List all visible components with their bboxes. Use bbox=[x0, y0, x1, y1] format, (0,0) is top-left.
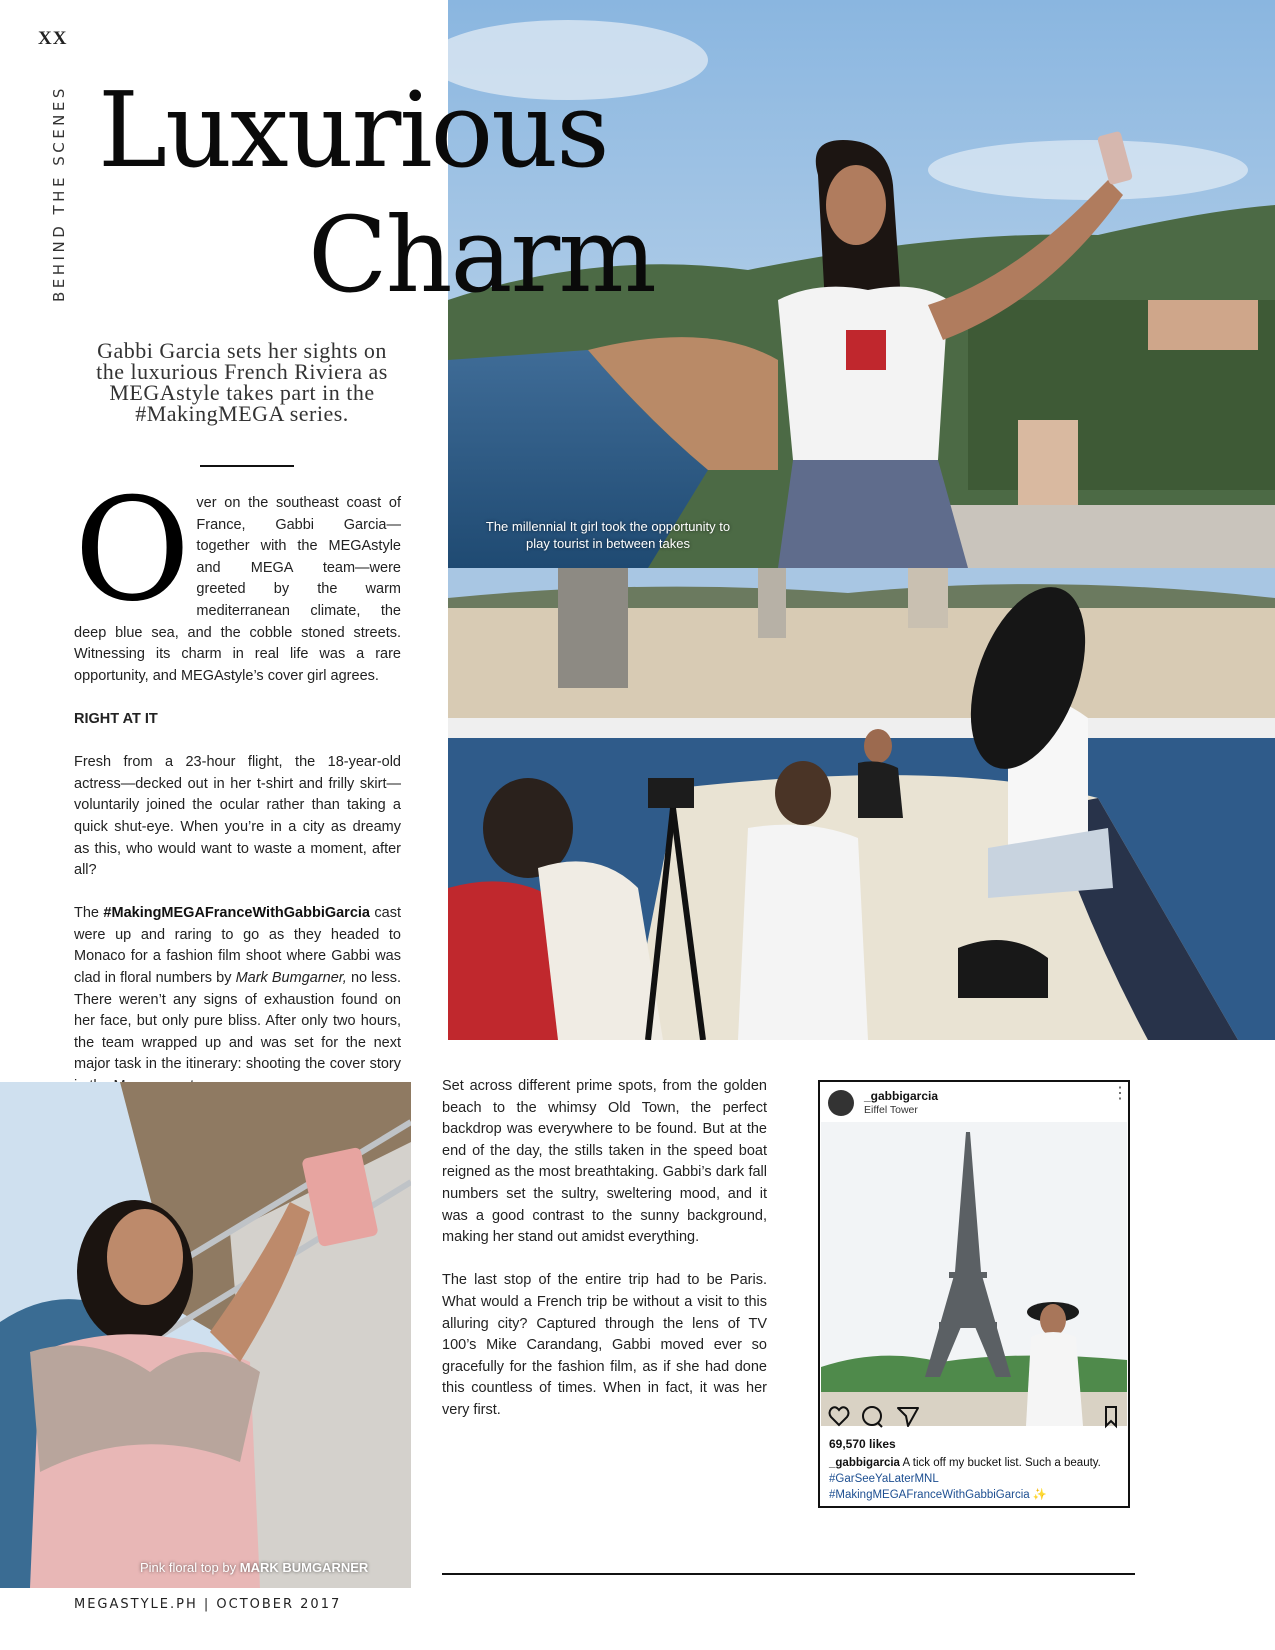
sparkles-icon: ✨ bbox=[1032, 1489, 1048, 1501]
bookmark-icon[interactable] bbox=[1106, 1407, 1116, 1426]
selfie-caption: The millennial It girl took the opportunity to play tourist in between takes bbox=[485, 519, 731, 551]
comment-icon[interactable] bbox=[863, 1407, 882, 1427]
paragraph-5: The last stop of the entire trip had to be Paris. What would a French trip be without a visit to this alluring city? Captured through the lens of TV 100’s Mike Carandang, Gabbi moved ever so gracefully for the fashion film, as if she had done this countless of times. When in fact, it was her very first. bbox=[442, 1272, 767, 1418]
hashtag-link[interactable]: #GarSeeYaLaterMNL bbox=[829, 1473, 939, 1485]
instagram-likes: 69,570 likes bbox=[829, 1437, 896, 1451]
divider-long bbox=[442, 1573, 1135, 1575]
instagram-username[interactable]: _gabbigarcia bbox=[864, 1089, 939, 1103]
more-icon[interactable]: ⋮ bbox=[1112, 1085, 1128, 1102]
designer-name: Mark Bumgarner, bbox=[235, 970, 347, 987]
share-icon[interactable] bbox=[898, 1408, 918, 1426]
divider-short bbox=[200, 465, 294, 467]
headline-line-2: Charm bbox=[308, 194, 655, 316]
intro-paragraph: ver on the southeast coast of France, Gabbi Garcia—together with the MEGAstyle and MEGA team—were greeted by the warm mediterranean climate, the deep blue sea, and the cobble stoned streets. Witnessing its charm in real life was a rare opportunity, and MEGAstyle’s cover girl agrees. bbox=[74, 495, 401, 684]
floral-selfie-photo bbox=[0, 1082, 411, 1588]
hashtag-link[interactable]: #MakingMEGAFranceWithGabbiGarcia bbox=[829, 1489, 1030, 1501]
paragraph-3: The #MakingMEGAFranceWithGabbiGarcia cast were up and raring to go as they headed to Monaco for a fashion film shoot where Gabbi was clad in floral numbers by Mark Bumgarner, no less. There weren’t any signs of exhaustion found on her face, but only pure bliss. After only two hours, the team wrapped up and was set for the next major task in the itinerary: shooting the cover story bbox=[74, 905, 402, 1073]
eiffel-tower-photo bbox=[821, 1122, 1127, 1426]
instagram-post bbox=[818, 1080, 1130, 1508]
heart-icon[interactable] bbox=[830, 1407, 849, 1425]
subhead: RIGHT AT IT bbox=[74, 710, 158, 727]
instagram-location[interactable]: Eiffel Tower bbox=[864, 1104, 918, 1116]
instagram-actions bbox=[828, 1404, 1122, 1430]
deck-text: Gabbi Garcia sets her sights on the luxurious French Riviera as MEGAstyle takes part in the #MakingMEGA series. bbox=[96, 338, 388, 426]
hashtag-link[interactable]: #MakingMEGAFranceWithGabbiGarcia bbox=[103, 905, 370, 922]
paragraph-4: Set across different prime spots, from the golden beach to the whimsy Old Town, the perfect backdrop was everywhere to be found. But at the end of the day, the stills taken in the speed boat reigned as the most breathtaking. Gabbi’s dark fall numbers set the sultry, sweltering mood, and it was a good contrast to the sunny background, making her stand out amidst everything. bbox=[442, 1078, 767, 1246]
instagram-header bbox=[828, 1085, 1128, 1118]
body-column-2 bbox=[442, 1076, 767, 1443]
boat-shoot-photo bbox=[448, 568, 1275, 1040]
floral-caption: Pink floral top by MARK BUMGARNER bbox=[140, 1560, 369, 1575]
headline-line-1: Luxurious bbox=[98, 69, 608, 191]
paragraph-2: Fresh from a 23-hour flight, the 18-year-old actress—decked out in her t-shirt and frilly skirt—voluntarily joined the ocular rather than taking a quick shut-eye. When you’re in a city as dreamy as this, who would want to waste a moment, after all? bbox=[74, 754, 401, 879]
instagram-caption: _gabbigarcia A tick off my bucket list. Such a beauty. #GarSeeYaLaterMNL #MakingMEGAFranceWithGabbiGarcia ✨ bbox=[829, 1457, 1101, 1501]
page-number: XX bbox=[38, 28, 68, 49]
drop-cap: O bbox=[74, 468, 191, 633]
body-column-1 bbox=[74, 468, 402, 1119]
footer: MEGASTYLE.PH | OCTOBER 2017 bbox=[74, 1597, 342, 1612]
avatar[interactable] bbox=[828, 1090, 854, 1116]
section-label: BEHIND THE SCENES bbox=[50, 85, 68, 302]
